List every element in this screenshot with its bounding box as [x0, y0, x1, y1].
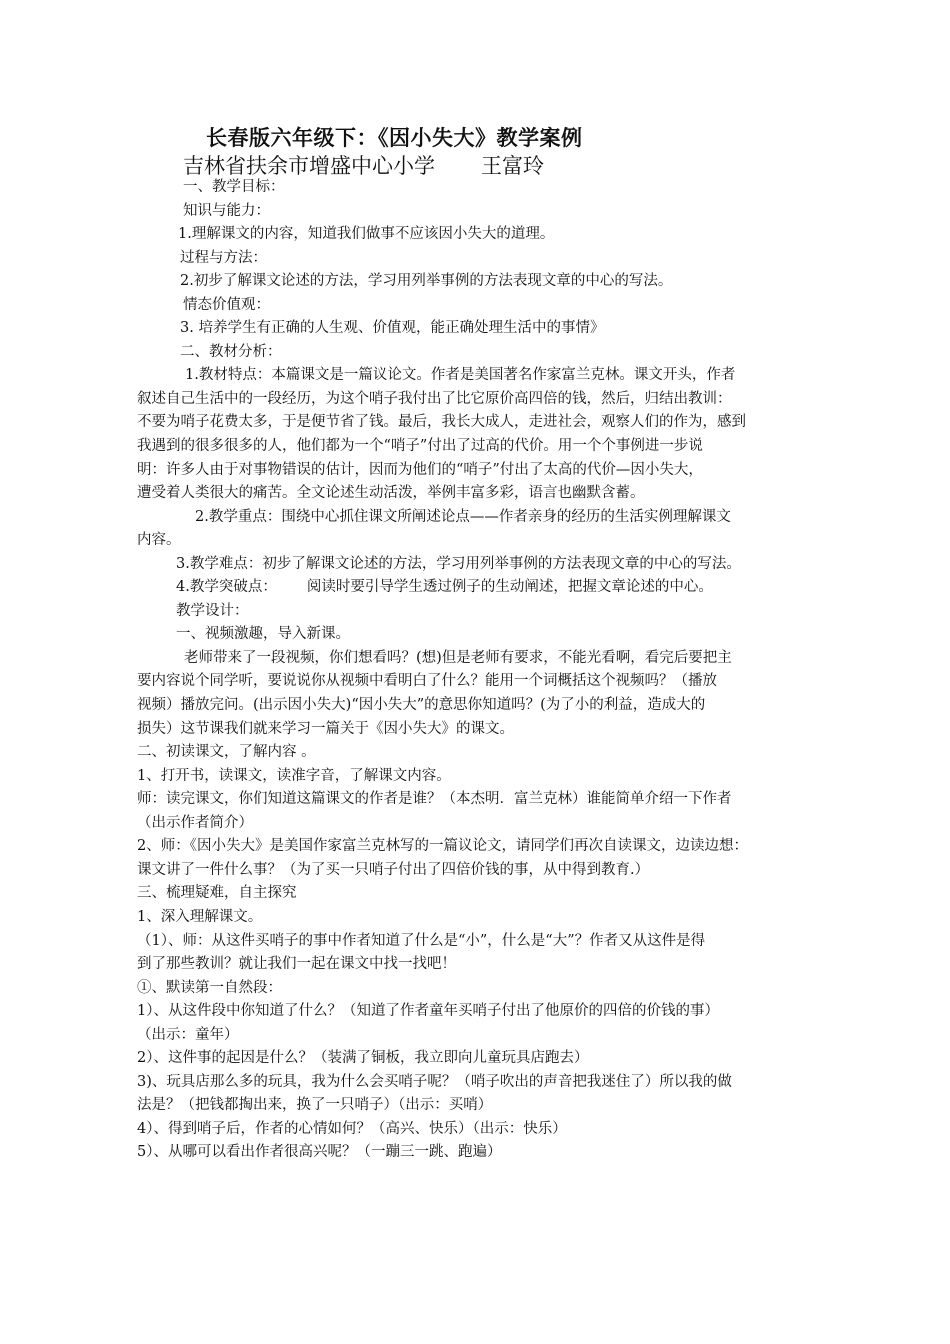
paragraph-line: 不要为哨子花费太多，于是便节省了钱。最后，我长大成人，走进社会，观察人们的作为，感到 — [137, 414, 746, 431]
paragraph-line: 视频）播放完问。(出示因小失大)“因小失大”的意思你知道吗？(为了小的利益，造成大的 — [137, 697, 706, 714]
paragraph-line: 1.理解课文的内容，知道我们做事不应该因小失大的道理。 — [178, 226, 555, 243]
paragraph-line: 2）、这件事的起因是什么？（装满了铜板，我立即向儿童玩具店跑去） — [137, 1050, 589, 1067]
paragraph-line: 要内容说个同学听，要说说你从视频中看明白了什么？能用一个词概括这个视频吗？（播放 — [137, 673, 717, 690]
paragraph-line: （出示：童年） — [137, 1026, 239, 1043]
section-heading: 三、梳理疑难，自主探究 — [137, 885, 297, 902]
breakthrough-text: 阅读时要引导学生透过例子的生动阐述，把握文章论述的中心。 — [306, 579, 713, 596]
paragraph-line: 老师带来了一段视频，你们想看吗？(想)但是老师有要求，不能光看啊，看完后要把主 — [184, 649, 732, 666]
subheading: 教学设计： — [176, 602, 249, 619]
paragraph-line — [0, 576, 950, 600]
paragraph-line: 遭受着人类很大的痛苦。全文论述生动活泼，举例丰富多彩，语言也幽默含蓄。 — [137, 485, 645, 502]
paragraph-line: （出示作者简介） — [137, 814, 253, 831]
paragraph-line: ①、默读第一自然段： — [137, 979, 282, 996]
paragraph-line: 2.教学重点：围绕中心抓住课文所阐述论点——作者亲身的经历的生活实例理解课文 — [195, 508, 731, 525]
paragraph-line: 损失）这节课我们就来学习一篇关于《因小失大》的课文。 — [137, 720, 514, 737]
subheading: 过程与方法： — [180, 249, 267, 266]
document-body — [0, 176, 950, 1165]
paragraph-line: 叙述自己生活中的一段经历，为这个哨子我付出了比它原价高四倍的钱，然后，归结出教训： — [137, 390, 732, 407]
paragraph-line: 1、深入理解课文。 — [137, 908, 263, 925]
paragraph-line: 3.教学难点：初步了解课文论述的方法，学习用列举事例的方法表现文章的中心的写法。 — [176, 555, 741, 572]
paragraph-line: 3)、玩具店那么多的玩具，我为什么会买哨子呢？（哨子吹出的声音把我迷住了）所以我的做 — [137, 1073, 732, 1090]
author-school: 吉林省扶余市增盛中心小学 — [183, 154, 435, 178]
paragraph-line: 法是？（把钱都掏出来，换了一只哨子）（出示：买哨） — [137, 1097, 493, 1114]
section-heading: 二、教材分析： — [180, 343, 282, 360]
document-title: 长春版六年级下：《因小失大》教学案例 — [206, 126, 583, 150]
paragraph-line: 我遇到的很多很多的人，他们都为一个“哨子”付出了过高的代价。用一个个事例进一步说 — [137, 438, 703, 455]
paragraph-line: 4）、得到哨子后，作者的心情如何？（高兴、快乐）（出示：快乐） — [137, 1120, 567, 1137]
paragraph-line: 内容。 — [137, 532, 181, 549]
paragraph-line: 师：读完课文，你们知道这篇课文的作者是谁？（本杰明．富兰克林）谁能简单介绍一下作者 — [137, 791, 732, 808]
subheading: 情态价值观： — [183, 296, 270, 313]
paragraph-line: 5）、从哪可以看出作者很高兴呢？（一蹦三一跳、跑遍） — [137, 1144, 502, 1161]
paragraph-line: 1.教材特点：本篇课文是一篇议论文。作者是美国著名作家富兰克林。课文开头，作者 — [185, 367, 736, 384]
paragraph-line: 3. 培养学生有正确的人生观、价值观，能正确处理生活中的事情》 — [180, 320, 605, 337]
paragraph-line: 明：许多人由于对事物错误的估计，因而为他们的“哨子”付出了太高的代价—因小失大， — [137, 461, 703, 478]
paragraph-line: （1）、师：从这件买哨子的事中作者知道了什么是“小”，什么是“大”？作者又从这件是得 — [137, 932, 706, 949]
section-heading: 一、教学目标： — [183, 179, 285, 195]
paragraph-line: 1、打开书，读课文，读准字音，了解课文内容。 — [137, 767, 451, 784]
subheading: 知识与能力： — [183, 202, 270, 219]
paragraph-line: 1）、从这件段中你知道了什么？（知道了作者童年买哨子付出了他原价的四倍的价钱的事） — [137, 1003, 719, 1020]
paragraph-line: 到了那些教训？就让我们一起在课文中找一找吧！ — [137, 956, 456, 973]
breakthrough-label: 4.教学突破点： — [176, 579, 277, 596]
section-heading: 二、初读课文，了解内容 。 — [137, 744, 316, 761]
author-name: 王富玲 — [481, 154, 544, 178]
section-heading: 一、视频激趣，导入新课。 — [176, 626, 350, 643]
paragraph-line: 2、师：《因小失大》是美国作家富兰克林写的一篇议论文，请同学们再次自读课文，边读边想： — [137, 838, 748, 855]
paragraph-line: 2.初步了解课文论述的方法，学习用列举事例的方法表现文章的中心的写法。 — [180, 273, 673, 290]
paragraph-line: 课文讲了一件什么事？（为了买一只哨子付出了四倍价钱的事，从中得到教育.） — [137, 861, 650, 878]
